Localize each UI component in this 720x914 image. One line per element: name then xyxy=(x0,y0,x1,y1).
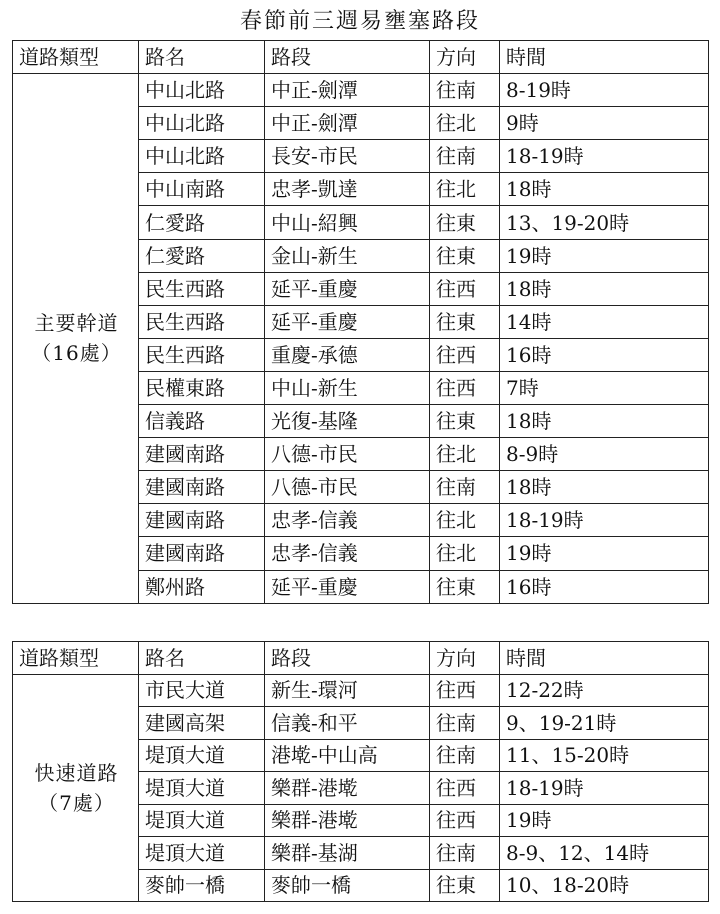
segment-cell: 重慶-承德 xyxy=(265,338,430,371)
time-cell: 10、18-20時 xyxy=(500,869,709,902)
time-cell: 19時 xyxy=(500,239,709,272)
time-cell: 18-19時 xyxy=(500,772,709,805)
segment-cell: 中正-劍潭 xyxy=(265,74,430,107)
road-name-cell: 仁愛路 xyxy=(139,206,265,239)
time-cell: 9時 xyxy=(500,107,709,140)
segment-cell: 光復-基隆 xyxy=(265,405,430,438)
time-cell: 8-9時 xyxy=(500,438,709,471)
segment-cell: 中山-新生 xyxy=(265,371,430,404)
time-cell: 8-9、12、14時 xyxy=(500,837,709,870)
segment-cell: 信義-和平 xyxy=(265,707,430,740)
header-direction: 方向 xyxy=(430,642,500,675)
segment-cell: 樂群-港墘 xyxy=(265,772,430,805)
header-road-name: 路名 xyxy=(139,41,265,74)
direction-cell: 往東 xyxy=(430,305,500,338)
time-cell: 9、19-21時 xyxy=(500,707,709,740)
segment-cell: 長安-市民 xyxy=(265,140,430,173)
direction-cell: 往南 xyxy=(430,707,500,740)
segment-cell: 樂群-基湖 xyxy=(265,837,430,870)
direction-cell: 往西 xyxy=(430,338,500,371)
direction-cell: 往北 xyxy=(430,537,500,570)
time-cell: 7時 xyxy=(500,371,709,404)
direction-cell: 往西 xyxy=(430,804,500,837)
header-segment: 路段 xyxy=(265,642,430,675)
direction-cell: 往北 xyxy=(430,173,500,206)
time-cell: 16時 xyxy=(500,570,709,603)
direction-cell: 往北 xyxy=(430,107,500,140)
header-time: 時間 xyxy=(500,642,709,675)
road-name-cell: 建國南路 xyxy=(139,438,265,471)
time-cell: 18-19時 xyxy=(500,140,709,173)
direction-cell: 往南 xyxy=(430,140,500,173)
segment-cell: 金山-新生 xyxy=(265,239,430,272)
road-name-cell: 麥帥一橋 xyxy=(139,869,265,902)
main-arterial-table xyxy=(12,40,709,604)
road-name-cell: 建國高架 xyxy=(139,707,265,740)
road-name-cell: 信義路 xyxy=(139,405,265,438)
direction-cell: 往南 xyxy=(430,471,500,504)
road-type-count: （7處） xyxy=(38,790,115,815)
road-type-count: （16處） xyxy=(31,341,122,366)
road-name-cell: 民生西路 xyxy=(139,305,265,338)
expressway-table xyxy=(12,641,709,902)
time-cell: 14時 xyxy=(500,305,709,338)
road-name-cell: 鄭州路 xyxy=(139,570,265,603)
segment-cell: 八德-市民 xyxy=(265,438,430,471)
segment-cell: 新生-環河 xyxy=(265,674,430,707)
segment-cell: 港墘-中山高 xyxy=(265,739,430,772)
time-cell: 18時 xyxy=(500,405,709,438)
segment-cell: 延平-重慶 xyxy=(265,570,430,603)
direction-cell: 往北 xyxy=(430,438,500,471)
road-type-label: 主要幹道 xyxy=(34,311,119,336)
road-name-cell: 仁愛路 xyxy=(139,239,265,272)
direction-cell: 往東 xyxy=(430,869,500,902)
time-cell: 16時 xyxy=(500,338,709,371)
road-name-cell: 市民大道 xyxy=(139,674,265,707)
time-cell: 19時 xyxy=(500,804,709,837)
time-cell: 11、15-20時 xyxy=(500,739,709,772)
road-name-cell: 民生西路 xyxy=(139,272,265,305)
direction-cell: 往西 xyxy=(430,272,500,305)
direction-cell: 往西 xyxy=(430,772,500,805)
time-cell: 18時 xyxy=(500,471,709,504)
road-name-cell: 堤頂大道 xyxy=(139,772,265,805)
table-row xyxy=(13,74,709,107)
segment-cell: 忠孝-凱達 xyxy=(265,173,430,206)
time-cell: 12-22時 xyxy=(500,674,709,707)
segment-cell: 忠孝-信義 xyxy=(265,504,430,537)
header-road-type: 道路類型 xyxy=(13,642,139,675)
road-name-cell: 建國南路 xyxy=(139,471,265,504)
road-name-cell: 堤頂大道 xyxy=(139,804,265,837)
segment-cell: 中山-紹興 xyxy=(265,206,430,239)
segment-cell: 樂群-港墘 xyxy=(265,804,430,837)
time-cell: 18時 xyxy=(500,272,709,305)
header-row xyxy=(13,642,709,675)
direction-cell: 往南 xyxy=(430,74,500,107)
road-name-cell: 民生西路 xyxy=(139,338,265,371)
road-name-cell: 民權東路 xyxy=(139,371,265,404)
time-cell: 19時 xyxy=(500,537,709,570)
road-type-label: 快速道路 xyxy=(34,760,119,785)
direction-cell: 往東 xyxy=(430,405,500,438)
road-name-cell: 堤頂大道 xyxy=(139,837,265,870)
header-road-name: 路名 xyxy=(139,642,265,675)
direction-cell: 往東 xyxy=(430,570,500,603)
direction-cell: 往北 xyxy=(430,504,500,537)
segment-cell: 延平-重慶 xyxy=(265,272,430,305)
segment-cell: 中正-劍潭 xyxy=(265,107,430,140)
table-row xyxy=(13,674,709,707)
road-name-cell: 中山北路 xyxy=(139,140,265,173)
road-name-cell: 中山北路 xyxy=(139,107,265,140)
direction-cell: 往東 xyxy=(430,239,500,272)
road-type-cell xyxy=(13,74,139,604)
segment-cell: 麥帥一橋 xyxy=(265,869,430,902)
road-name-cell: 堤頂大道 xyxy=(139,739,265,772)
header-time: 時間 xyxy=(500,41,709,74)
road-type-cell xyxy=(13,674,139,902)
time-cell: 8-19時 xyxy=(500,74,709,107)
segment-cell: 八德-市民 xyxy=(265,471,430,504)
header-row xyxy=(13,41,709,74)
header-segment: 路段 xyxy=(265,41,430,74)
direction-cell: 往南 xyxy=(430,739,500,772)
segment-cell: 延平-重慶 xyxy=(265,305,430,338)
page-title: 春節前三週易壅塞路段 xyxy=(239,9,480,34)
time-cell: 18時 xyxy=(500,173,709,206)
road-name-cell: 建國南路 xyxy=(139,537,265,570)
segment-cell: 忠孝-信義 xyxy=(265,537,430,570)
road-name-cell: 建國南路 xyxy=(139,504,265,537)
header-direction: 方向 xyxy=(430,41,500,74)
direction-cell: 往南 xyxy=(430,837,500,870)
road-name-cell: 中山北路 xyxy=(139,74,265,107)
time-cell: 13、19-20時 xyxy=(500,206,709,239)
header-road-type: 道路類型 xyxy=(13,41,139,74)
direction-cell: 往西 xyxy=(430,371,500,404)
road-name-cell: 中山南路 xyxy=(139,173,265,206)
time-cell: 18-19時 xyxy=(500,504,709,537)
direction-cell: 往西 xyxy=(430,674,500,707)
direction-cell: 往東 xyxy=(430,206,500,239)
